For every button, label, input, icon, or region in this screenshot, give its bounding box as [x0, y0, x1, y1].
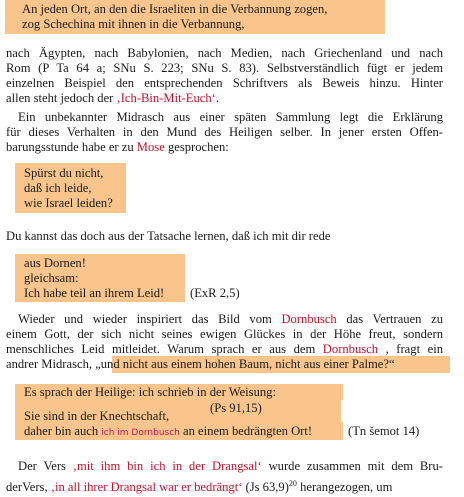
para-4-line-1	[18, 312, 443, 327]
para-1-line-4-end: .	[215, 91, 219, 105]
quote-2-line-3: wie Israel leiden?	[24, 196, 113, 210]
term-dornbusch-1: Dornbusch	[281, 312, 337, 326]
quote-4-line-1-reference: (Ps 91,15)	[210, 401, 262, 415]
para-2-line-3-text: barungsstunde habe er zu	[6, 140, 137, 154]
handwritten-annotation: ich im Dornbusch	[101, 428, 180, 438]
para-5-line-2	[6, 476, 392, 495]
para-2-line-3-end: gesprochen:	[164, 140, 229, 154]
verse-in-all-ihrer-drangsal: ‚in all ihrer Drangsal war er bedrängt‘	[50, 480, 243, 495]
para-5-line-2-ref: (Js 63,9)	[242, 480, 289, 495]
para-1-line-2: Rom (P Ta 64 a; SNu S. 223; SNu S. 83). Selbstverständlich fügt er jedem	[6, 61, 443, 75]
para-2-line-1: Ein unbekannter Midrasch aus einer späten Sammlung legt die Erklärung	[18, 110, 443, 124]
para-4-line-4	[6, 357, 395, 372]
palme-question: „und nicht aus einem hohen Baum, nicht aus einer Palme?“	[95, 357, 395, 371]
quote-3-line-3: Ich habe teil an ihrem Leid!	[24, 286, 165, 300]
para-1-line-4-text: allen steht jedoch der	[6, 91, 117, 105]
para-5-line-2-end: herangezogen, um	[296, 480, 393, 495]
quote-3-line-1: aus Dornen!	[24, 256, 86, 270]
verse-mit-ihm-bin-ich: ‚mit ihm bin ich in der Drangsal‘	[72, 459, 262, 473]
para-2-line-2: für dieses Verhalten in den Mund des Heiligen selber. In jener ersten Offen-	[6, 125, 443, 139]
para-4-line-2: einem Gott, der sich nicht seines ewigen Glückes in der Höhe freut, sondern	[6, 327, 443, 341]
para-1-line-4	[6, 91, 219, 106]
para-4-line-1-text: Wieder und wieder inspiriert das Bild vom	[18, 312, 282, 326]
term-dornbusch-2: Dornbusch	[322, 342, 379, 356]
para-4-line-4-text: andrer Midrasch,	[6, 357, 96, 371]
para-4-line-3-text: menschliches Leid mitleidet. Warum sprach er aus dem	[6, 342, 323, 356]
quote-3-line-2: gleichsam:	[24, 271, 79, 285]
para-4-line-3-end: , fragt ein	[385, 342, 443, 356]
para-4-line-3	[6, 342, 443, 357]
para-5-line-1	[18, 459, 443, 474]
quote-4-line-1: Es sprach der Heilige: ich schrieb in der Weisung:	[24, 385, 276, 399]
para-5-line-2-text: derVers,	[6, 480, 51, 495]
para-5-line-1-text: Der Vers	[18, 459, 73, 473]
quote-3-reference: (ExR 2,5)	[190, 286, 240, 300]
quote-4-line-3-text: daher bin auch	[24, 424, 102, 438]
para-1-line-1: nach Ägypten, nach Babylonien, nach Medien, nach Griechenland und nach	[6, 46, 443, 60]
quote-4-line-2: Sie sind in der Knechtschaft,	[24, 409, 170, 423]
para-1-line-3: einzelnen Beispiel den entsprechenden Schriftvers als Beweis hinzu. Hinter	[6, 76, 443, 90]
quote-4-line-3-reference: (Tn šemot 14)	[348, 424, 420, 438]
para-4-line-1-end: das Vertrauen zu	[346, 312, 443, 326]
term-mose: Mose	[136, 140, 165, 154]
footnote-marker: 20	[288, 479, 297, 488]
quote-4-line-3-end: an einem bedrängten Ort!	[179, 424, 313, 438]
quote-4-line-3	[24, 424, 312, 441]
quote-2-line-1: Spürst du nicht,	[24, 166, 104, 180]
quote-1-line-1: An jeden Ort, an den die Israeliten in die Verbannung zogen,	[22, 2, 328, 16]
para-3-line-1: Du kannst das doch aus der Tatsache lernen, daß ich mit dir rede	[6, 229, 331, 243]
para-2-line-3	[6, 140, 229, 155]
quote-2-line-2: daß ich leide,	[24, 181, 92, 195]
para-5-line-1-end: wurde zusammen mit dem Bru-	[268, 459, 443, 473]
quote-1-line-2: zog Schechina mit ihnen in die Verbannung,	[22, 17, 245, 31]
term-ich-bin-mit-euch: ‚Ich-Bin-Mit-Euch‘	[116, 91, 216, 105]
